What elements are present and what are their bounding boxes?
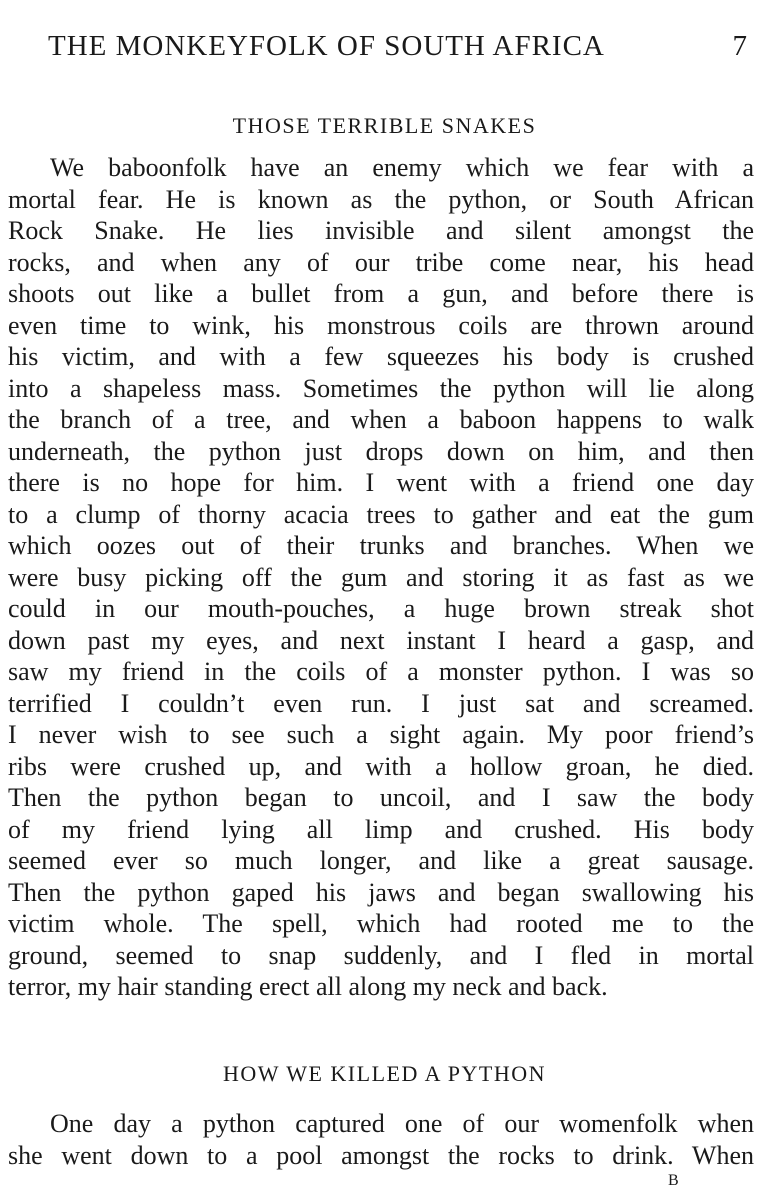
text-line: One day a python captured one of our womenfolk when xyxy=(50,1109,754,1138)
text-line: I never wish to see such a sight again. My poor friend’s xyxy=(8,720,754,749)
text-line: terror, my hair standing erect all along my neck and back. xyxy=(8,972,608,1001)
section1-body xyxy=(8,152,754,1003)
section-title-killed-python: HOW WE KILLED A PYTHON xyxy=(222,1061,547,1086)
text-line: the branch of a tree, and when a baboon happens to walk xyxy=(8,405,754,434)
text-line: Then the python gaped his jaws and began swallowing his xyxy=(8,877,754,907)
text-line: to a clump of thorny acacia trees to gather and eat the gum xyxy=(8,499,754,529)
text-line: were busy picking off the gum and storing it as fast as we xyxy=(8,562,754,592)
text-line: victim whole. The spell, which had rooted me to the xyxy=(8,909,754,938)
running-head-title: THE MONKEYFOLK OF SOUTH AFRICA xyxy=(48,30,605,62)
text-line: seemed ever so much longer, and like a great sausage. xyxy=(8,846,754,875)
text-line: Rock Snake. He lies invisible and silent amongst the xyxy=(8,216,754,245)
section-title-terrible-snakes: THOSE TERRIBLE SNAKES xyxy=(232,113,537,138)
text-line: We baboonfolk have an enemy which we fear with a xyxy=(50,153,754,182)
text-line: ribs were crushed up, and with a hollow groan, he died. xyxy=(8,751,754,781)
text-line: of my friend lying all limp and crushed. His body xyxy=(8,814,754,844)
text-line: she went down to a pool amongst the rocks to drink. When xyxy=(8,1140,754,1170)
text-line: there is no hope for him. I went with a friend one day xyxy=(8,468,754,497)
text-line: Then the python began to uncoil, and I saw the body xyxy=(8,783,754,812)
text-line: down past my eyes, and next instant I heard a gasp, and xyxy=(8,625,754,655)
text-line: rocks, and when any of our tribe come near, his head xyxy=(8,247,754,277)
signature-mark: B xyxy=(668,1172,679,1189)
text-line: into a shapeless mass. Sometimes the python will lie along xyxy=(8,373,754,403)
running-head xyxy=(48,28,748,64)
text-line: saw my friend in the coils of a monster python. I was so xyxy=(8,657,754,686)
text-line: which oozes out of their trunks and branches. When we xyxy=(8,531,754,560)
text-line: even time to wink, his monstrous coils are thrown around xyxy=(8,310,754,340)
text-line: ground, seemed to snap suddenly, and I fled in mortal xyxy=(8,940,754,970)
section2-body xyxy=(8,1108,754,1171)
text-line: underneath, the python just drops down on him, and then xyxy=(8,436,754,466)
text-line: could in our mouth-pouches, a huge brown streak shot xyxy=(8,594,754,623)
text-line: mortal fear. He is known as the python, or South African xyxy=(8,184,754,214)
text-line: his victim, and with a few squeezes his body is crushed xyxy=(8,342,754,371)
text-line: terrified I couldn’t even run. I just sat and screamed. xyxy=(8,688,754,718)
text-line: shoots out like a bullet from a gun, and before there is xyxy=(8,279,754,308)
page-number: 7 xyxy=(732,30,748,62)
